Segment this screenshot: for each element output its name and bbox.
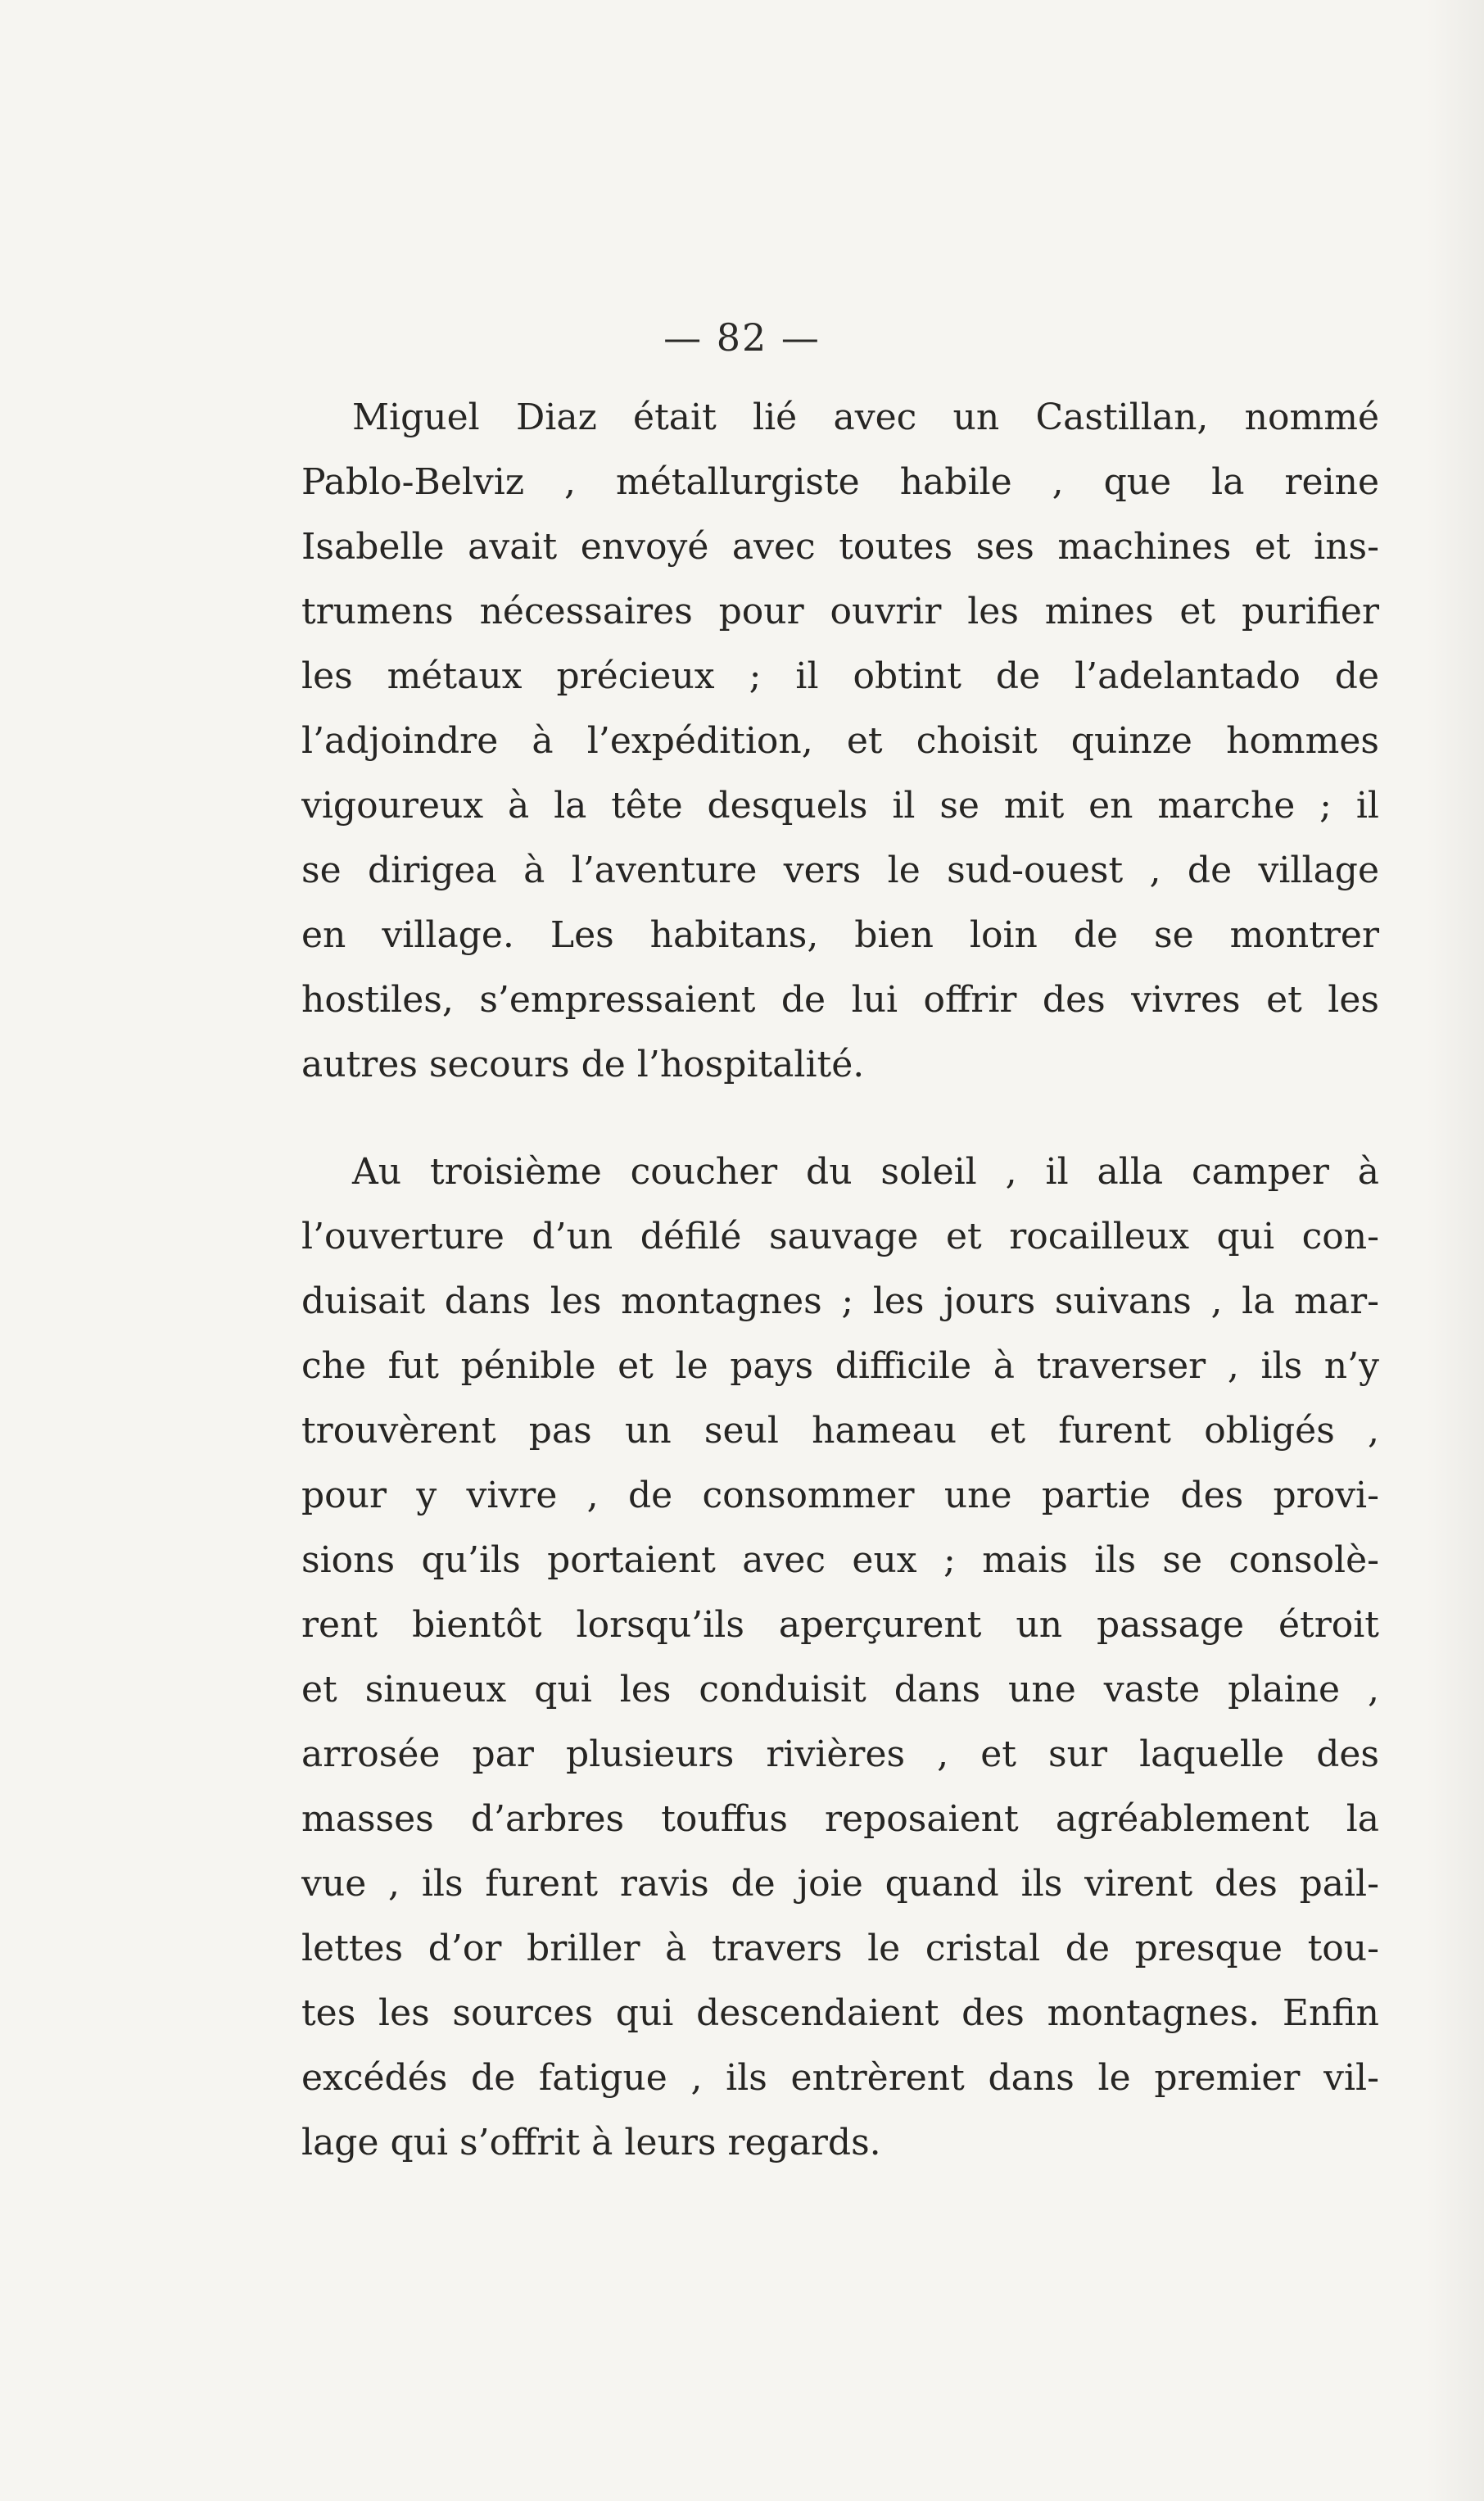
text-line: Isabelle avait envoyé avec toutes ses machines et ins- [301, 526, 1379, 568]
text-line: excédés de fatigue , ils entrèrent dans le premier vil- [301, 2057, 1379, 2099]
text-line: et sinueux qui les conduisit dans une vaste plaine , [301, 1669, 1379, 1710]
text-line: les métaux précieux ; il obtint de l’adelantado de [301, 655, 1379, 697]
text-line: che fut pénible et le pays difficile à traverser , ils n’y [301, 1345, 1379, 1387]
text-line: hostiles, s’empressaient de lui offrir des vivres et les [301, 979, 1379, 1021]
text-line: Au troisième coucher du soleil , il alla camper à [352, 1151, 1379, 1193]
text-line: vue , ils furent ravis de joie quand ils virent des pail- [301, 1863, 1379, 1905]
text-line: lettes d’or briller à travers le cristal de presque tou- [301, 1928, 1379, 1969]
paragraph-1 [301, 385, 1379, 1097]
text-line: duisait dans les montagnes ; les jours suivans , la mar- [301, 1280, 1379, 1322]
text-line: Miguel Diaz était lié avec un Castillan, nommé [352, 396, 1379, 438]
text-line: rent bientôt lorsqu’ils aperçurent un passage étroit [301, 1604, 1379, 1646]
text-line: se dirigea à l’aventure vers le sud-ouest , de village [301, 850, 1379, 891]
text-line: lage qui s’offrit à leurs regards. [301, 2122, 881, 2163]
text-line: vigoureux à la tête desquels il se mit en marche ; il [301, 785, 1379, 827]
text-line: l’ouverture d’un défilé sauvage et rocailleux qui con- [301, 1216, 1379, 1257]
paragraph-2 [301, 1139, 1379, 2175]
text-line: en village. Les habitans, bien loin de se montrer [301, 914, 1379, 956]
text-line: trumens nécessaires pour ouvrir les mines et purifier [301, 591, 1379, 632]
text-line: l’adjoindre à l’expédition, et choisit quinze hommes [301, 720, 1379, 762]
text-line: tes les sources qui descendaient des montagnes. Enfin [301, 1992, 1379, 2034]
text-line: trouvèrent pas un seul hameau et furent obligés , [301, 1410, 1379, 1452]
page-number: — 82 — [663, 315, 821, 360]
page-edge-shadow [1427, 0, 1484, 2501]
text-line: arrosée par plusieurs rivières , et sur laquelle des [301, 1733, 1379, 1775]
text-line: Pablo-Belviz , métallurgiste habile , que la reine [301, 461, 1379, 503]
text-line: pour y vivre , de consommer une partie des provi- [301, 1475, 1379, 1516]
text-line: autres secours de l’hospitalité. [301, 1044, 865, 1085]
text-line: sions qu’ils portaient avec eux ; mais ils se consolè- [301, 1539, 1379, 1581]
text-line: masses d’arbres touffus reposaient agréablement la [301, 1798, 1379, 1840]
